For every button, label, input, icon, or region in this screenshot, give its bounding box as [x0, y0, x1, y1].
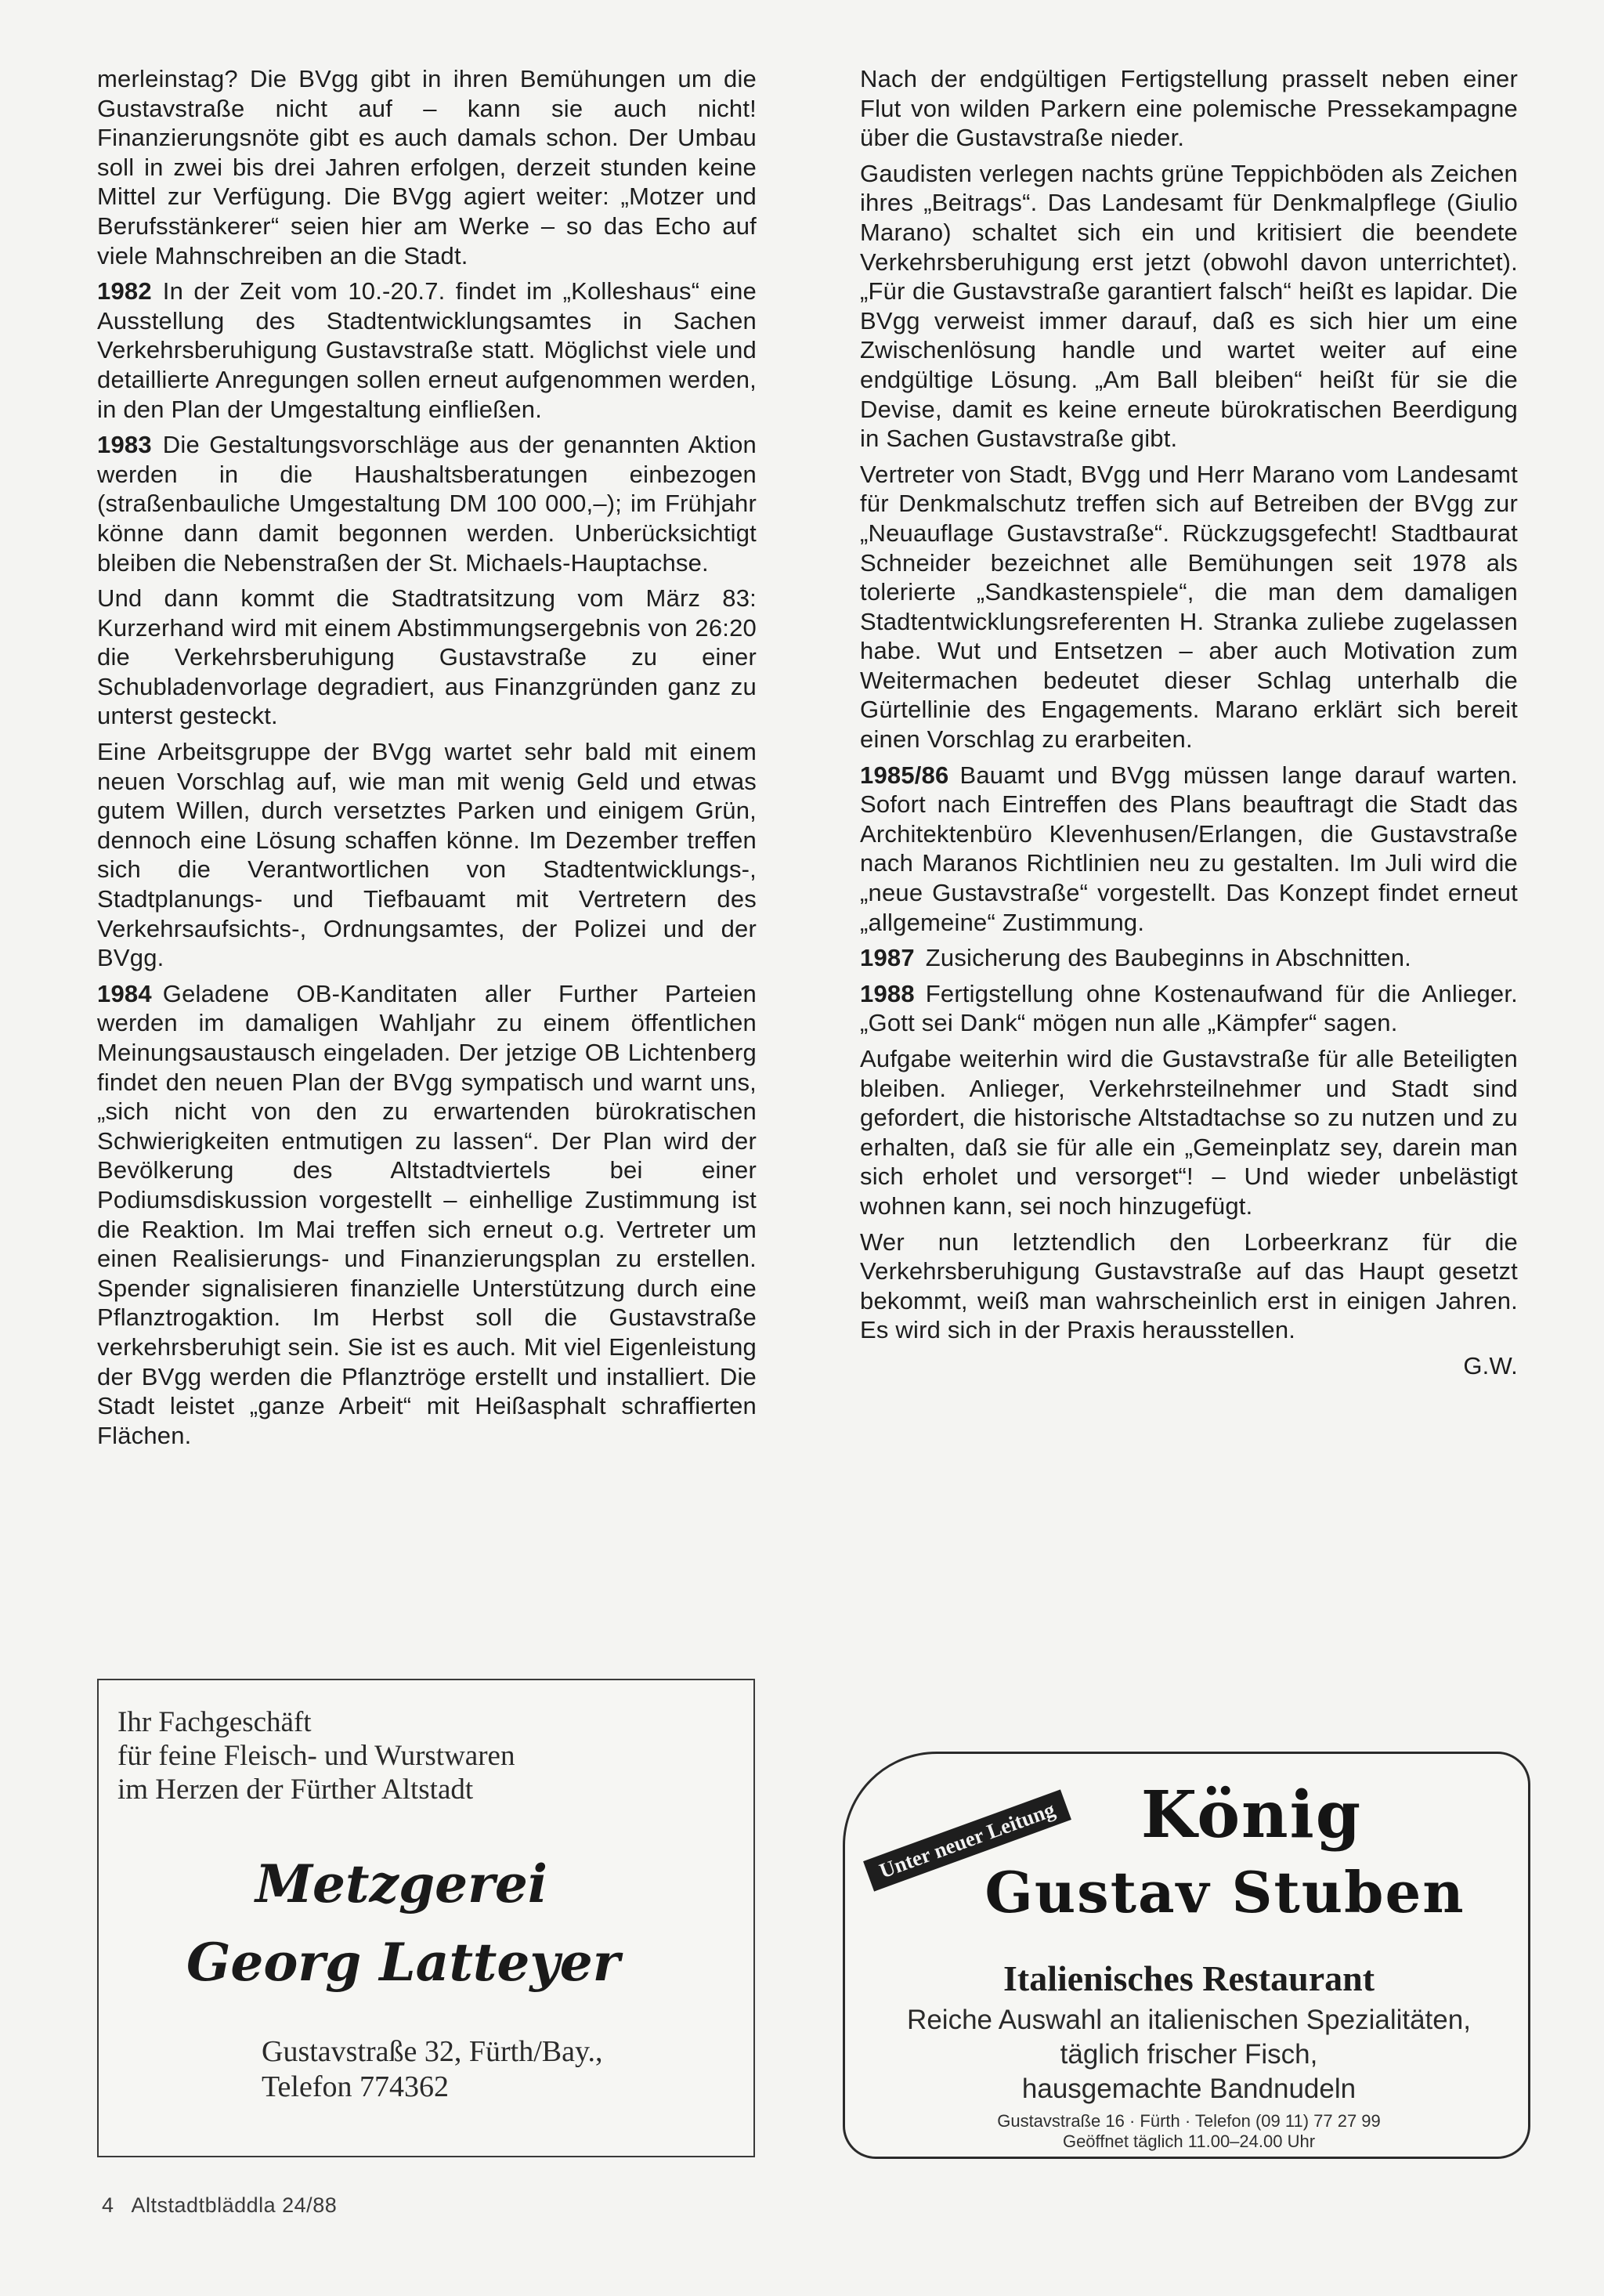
restaurant-name-line2: Gustav Stuben — [984, 1859, 1465, 1925]
paragraph: Nach der endgültigen Fertigstellung prasselt neben einer Flut von wilden Parkern eine polemische Pressekampagne über die Gustavstraße nieder. — [860, 65, 1518, 152]
ad-tagline: Ihr Fachgeschäft für feine Fleisch- und Wurstwaren im Herzen der Fürther Altstadt — [117, 1706, 515, 1806]
paragraph: Aufgabe weiterhin wird die Gustavstraße für alle Beteiligten bleiben. Anlieger, Verkehrsteilnehmer und Stadt sind gefordert, die historische Altstadtachse so zu nutzen und zu erhalten, daß sie für alle ein „Gemeinplatz sey, darein man sich erholet und versorget“! – Und wieder unbelästigt wohnen kann, sei noch hinzugefügt. — [860, 1045, 1518, 1220]
new-management-ribbon: Unter neuer Leitung — [863, 1789, 1071, 1891]
paragraph-1988: 1988 Fertigstellung ohne Kostenaufwand für die Anlieger. „Gott sei Dank“ mögen nun alle „Kämpfer“ sagen. — [860, 979, 1518, 1037]
paragraph: Und dann kommt die Stadtratsitzung vom März 83: Kurzerhand wird mit einem Abstimmungsergebnis von 26:20 die Verkehrsberuhigung Gustavstraße zu einer Schubladenvorlage degradiert, aus Finanzgründen ganz zu unterst gesteckt. — [97, 584, 757, 730]
restaurant-name-line1: König — [1140, 1777, 1363, 1853]
ad-address: Gustavstraße 32, Fürth/Bay., Telefon 774362 — [262, 2035, 603, 2103]
article-column-right — [860, 64, 1518, 1387]
page-footer — [102, 2193, 337, 2218]
author-signature: G.W. — [1463, 1351, 1518, 1379]
year-label: 1985/86 — [860, 761, 949, 789]
paragraph-1985-86: 1985/86 Bauamt und BVgg müssen lange darauf warten. Sofort nach Eintreffen des Plans beauftragt die Stadt das Architektenbüro Klevenhusen/Erlangen, die Gustavstraße nach Maranos Richtlinien neu zu gestalten. Im Juli wird die „neue Gustavstraße“ vorgestellt. Das Konzept findet erneut „allgemeine“ Zustimmung. — [860, 761, 1518, 936]
ad-brand-name: Metzgerei Georg Latteyer — [186, 1853, 620, 1993]
paragraph: Wer nun letztendlich den Lorbeerkranz für die Verkehrsberuhigung Gustavstraße auf das Haupt gesetzt bekommt, weiß man wahrscheinlich erst in einigen Jahren. Es wird sich in der Praxis herausstellen. — [860, 1228, 1518, 1344]
page-number: 4 — [102, 2193, 114, 2217]
paragraph-1983: 1983 Die Gestaltungsvorschläge aus der genannten Aktion werden in die Haushaltsberatungen einbezogen (straßenbauliche Umgestaltung DM 100 000,–); im Frühjahr könne dann damit begonnen werden. Unberücksichtigt bleiben die Nebenstraßen der St. Michaels-Hauptachse. — [97, 431, 757, 577]
article-column-left — [97, 64, 757, 1456]
restaurant-description: Reiche Auswahl an italienischen Spezialitäten, täglich frischer Fisch, hausgemachte Bandnudeln — [907, 2005, 1471, 2104]
paragraph: Eine Arbeitsgruppe der BVgg wartet sehr bald mit einem neuen Vorschlag auf, wie man mit wenig Geld und etwas gutem Willen, durch versetztes Parken und einigem Grün, dennoch eine Lösung schaffen könne. Im Dezember treffen sich die Verantwortlichen von Stadtentwicklungs-, Stadtplanungs- und Tiefbauamt mit Vertretern des Verkehrsaufsichts-, Ordnungsamtes, der Polizei und der BVgg. — [97, 738, 757, 972]
year-label: 1984 — [97, 979, 152, 1007]
restaurant-contact: Gustavstraße 16 · Fürth · Telefon (09 11) 77 27 99 Geöffnet täglich 11.00–24.00 Uhr — [997, 2111, 1381, 2151]
publication-issue: Altstadtbläddla 24/88 — [131, 2193, 338, 2217]
paragraph: merleinstag? Die BVgg gibt in ihren Bemühungen um die Gustavstraße nicht auf – kann sie auch nicht! Finanzierungsnöte gibt es auch damals schon. Der Umbau soll in zwei bis drei Jahren erfolgen, derzeit stunden keine Mittel zur Verfügung. Die BVgg agiert weiter: „Motzer und Berufsstänkerer“ seien hier am Werke – so das Echo auf viele Mahnschreiben an die Stadt. — [97, 65, 757, 269]
butcher-advertisement — [97, 1679, 755, 2157]
paragraph: Gaudisten verlegen nachts grüne Teppichböden als Zeichen ihres „Beitrags“. Das Landesamt für Denkmalpflege (Giulio Marano) schaltet sich ein und kritisiert die beendete Verkehrsberuhigung erst jetzt (obwohl davon unterrichtet). „Für die Gustavstraße garantiert falsch“ heißt es lapidar. Die BVgg verweist immer darauf, daß es sich hier um eine Zwischenlösung handle und wartet weiter auf eine endgültige Lösung. „Am Ball bleiben“ heißt für sie die Devise, damit es keine erneute bürokratischen Beerdigung in Sachen Gustavstraße gibt. — [860, 159, 1518, 453]
year-label: 1987 — [860, 944, 915, 972]
paragraph-1987: 1987 Zusicherung des Baubeginns in Abschnitten. — [860, 944, 1411, 972]
paragraph-1984: 1984 Geladene OB-Kanditaten aller Further Parteien werden im damaligen Wahljahr zu einem öffentlichen Meinungsaustausch eingeladen. Der jetzige OB Lichtenberg findet den neuen Plan der BVgg sympatisch und warnt uns, „sich nicht von den zu erwartenden bürokratischen Schwierigkeiten entmutigen zu lassen“. Der Plan wird der Bevölkerung des Altstadtviertels bei einer Podiumsdiskussion vorgestellt – einhellige Zustimmung ist die Reaktion. Im Mai treffen sich erneut o.g. Vertreter um einen Realisierungs- und Finanzierungsplan zu erstellen. Spender signalisieren finanzielle Unterstützung durch eine Pflanztrogaktion. Im Herbst soll die Gustavstraße verkehrsberuhigt sein. Sie ist es auch. Mit viel Eigenleistung der BVgg werden die Pflanztröge erstellt und installiert. Die Stadt leistet „ganze Arbeit“ mit Heißasphalt schraffierten Flächen. — [97, 979, 757, 1449]
restaurant-advertisement — [843, 1752, 1530, 2159]
year-label: 1983 — [97, 431, 152, 459]
year-label: 1982 — [97, 277, 152, 306]
year-label: 1988 — [860, 979, 915, 1007]
paragraph: Vertreter von Stadt, BVgg und Herr Marano vom Landesamt für Denkmalschutz treffen sich auf Betreiben der BVgg zur „Neuauflage Gustavstraße“. Rückzugsgefecht! Stadtbaurat Schneider bezeichnet alle Bemühungen seit 1978 als tolerierte „Sandkastenspiele“, die man dem damaligen Stadtentwicklungsreferenten H. Stranka zuliebe zugelassen habe. Wut und Entsetzen – aber auch Motivation zum Weitermachen bedeutet dieser Schlag unterhalb die Gürtellinie des Engagements. Marano erklärt sich bereit einen Vorschlag zu erarbeiten. — [860, 460, 1518, 754]
paragraph-1982: 1982 In der Zeit vom 10.-20.7. findet im „Kolleshaus“ eine Ausstellung des Stadtentwicklungsamtes in Sachen Verkehrsberuhigung Gustavstraße statt. Möglichst viele und detaillierte Anregungen sollen erneut aufgenommen werden, in den Plan der Umgestaltung einfließen. — [97, 277, 757, 423]
restaurant-subtitle: Italienisches Restaurant — [1002, 1958, 1375, 1998]
